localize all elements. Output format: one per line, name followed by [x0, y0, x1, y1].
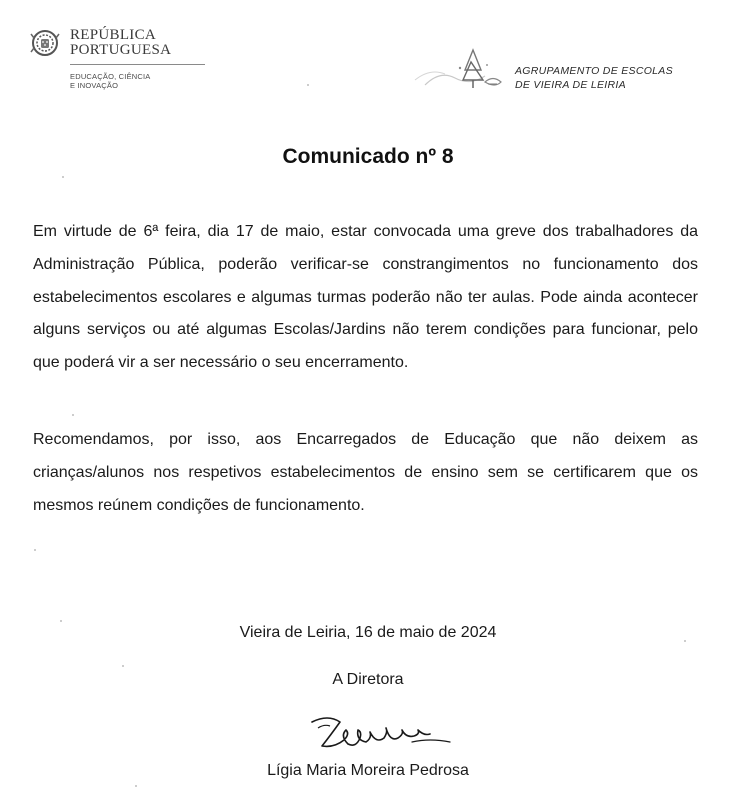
- body-paragraph-1: Em virtude de 6ª feira, dia 17 de maio, estar convocada uma greve dos trabalhadores da Administração Pública, poderão verificar-se constrangimentos no funcionamento dos estabelecimentos escolares e algumas turmas poderão não ter aulas. Pode ainda acontecer alguns serviços ou até algumas Escolas/Jardins não terem condições para funcionar, pelo que poderá vir a ser necessário o seu encerramento.: [33, 223, 698, 372]
- ministry-line-1: EDUCAÇÃO, CIÊNCIA: [70, 72, 151, 81]
- body-paragraph-2: Recomendamos, por isso, aos Encarregados de Educação que não deixem as crianças/alunos nos respetivos estabelecimentos de ensino sem se certificarem que os mesmos reúnem condições de funcionamento.: [33, 431, 698, 514]
- signatory-role: A Diretora: [332, 671, 404, 688]
- document-title: Comunicado nº 8: [282, 145, 454, 168]
- scan-speck: [62, 176, 64, 178]
- signatory-name: Lígia Maria Moreira Pedrosa: [267, 762, 469, 779]
- school-name-label: [515, 64, 673, 92]
- republica-line-1: REPÚBLICA: [70, 27, 157, 43]
- republica-portuguesa-label: [70, 28, 171, 58]
- republica-line-2: PORTUGUESA: [70, 42, 172, 58]
- scan-speck: [684, 640, 686, 642]
- handwritten-signature: [300, 708, 460, 756]
- header-divider: [70, 64, 205, 65]
- school-line-2: DE VIEIRA DE LEIRIA: [515, 79, 626, 91]
- scan-speck: [122, 665, 124, 667]
- scan-speck: [60, 620, 62, 622]
- scan-speck: [34, 549, 36, 551]
- republica-portuguesa-emblem-icon: [30, 28, 60, 58]
- scan-speck: [135, 785, 137, 787]
- republica-portuguesa-header: [30, 24, 200, 104]
- agrupamento-escolas-emblem-icon: [405, 40, 510, 95]
- school-line-1: AGRUPAMENTO DE ESCOLAS: [515, 65, 673, 77]
- scan-speck: [307, 84, 309, 86]
- school-header: [405, 40, 705, 100]
- ministry-label: [70, 72, 151, 90]
- scan-speck: [72, 414, 74, 416]
- place-and-date: Vieira de Leiria, 16 de maio de 2024: [239, 624, 497, 641]
- ministry-line-2: E INOVAÇÃO: [70, 81, 119, 90]
